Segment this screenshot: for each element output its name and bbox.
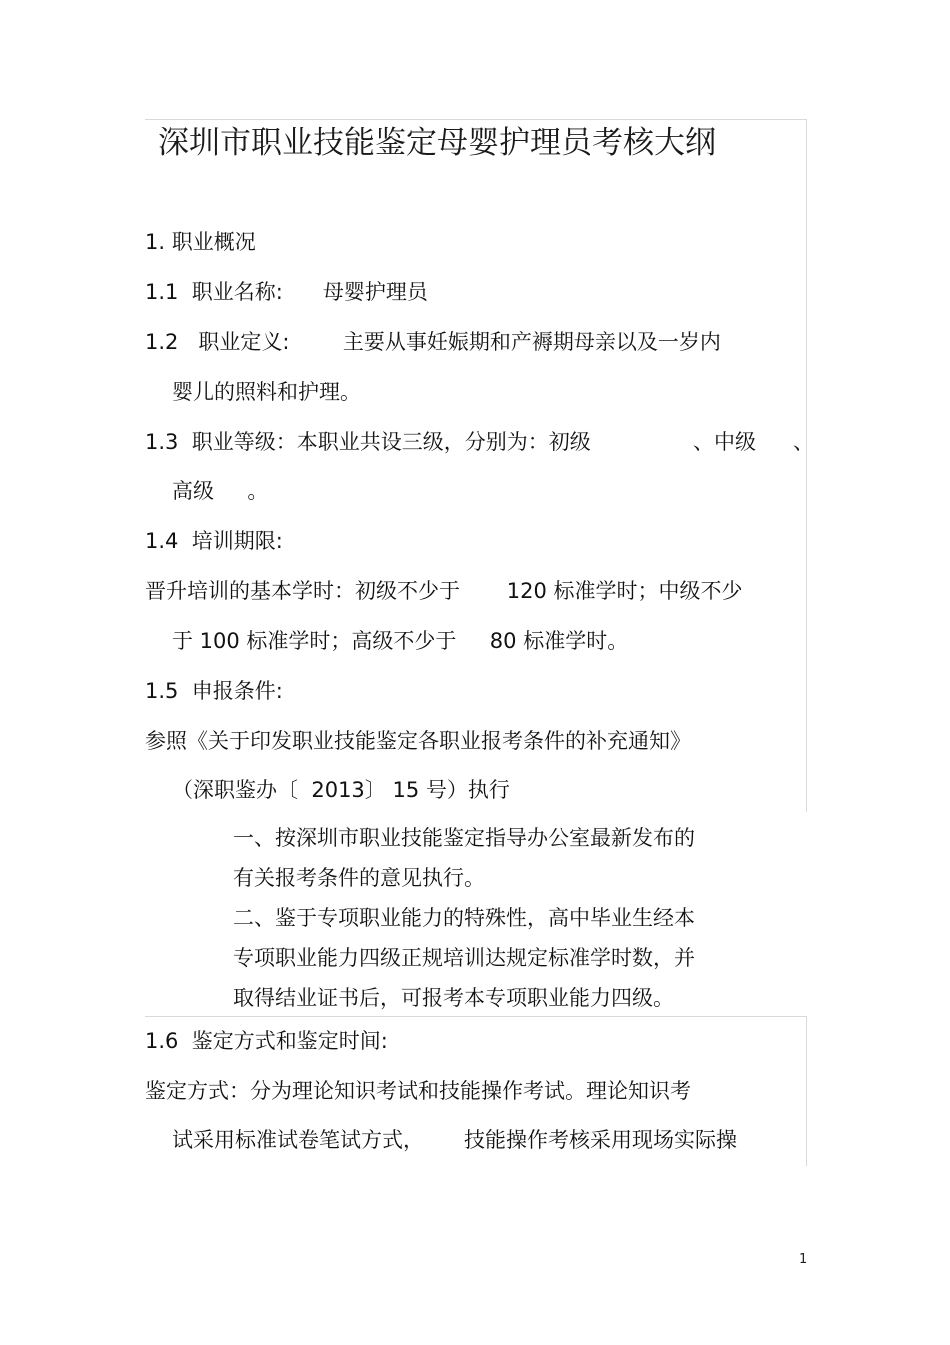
text-line: 1.2 职业定义: 主要从事妊娠期和产褥期母亲以及一岁内 [145,330,721,354]
text-line: （深职鉴办〔 2013〕 15 号）执行 [172,778,510,802]
page-number: 1 [799,1252,808,1267]
text-fragment: 、中级 [693,430,756,454]
text-fragment: 、 [793,430,814,454]
text-line: 试采用标准试卷笔试方式， 技能操作考核采用现场实际操 [172,1128,738,1152]
frame-mid-line [145,1016,807,1017]
text-line: 专项职业能力四级正规培训达规定标准学时数，并 [233,946,695,970]
text-line: 1.5 申报条件: [145,679,283,703]
frame-right-line [806,119,807,812]
section-heading: 1. 职业概况 [145,230,256,254]
text-line: 参照《关于印发职业技能鉴定各职业报考条件的补充通知》 [145,729,691,753]
frame-top-line [145,119,807,120]
text-line: 取得结业证书后，可报考本专项职业能力四级。 [233,986,674,1010]
text-line: 鉴定方式：分为理论知识考试和技能操作考试。理论知识考 [145,1079,691,1103]
text-line: 1.6 鉴定方式和鉴定时间: [145,1029,388,1053]
text-line: 一、按深圳市职业技能鉴定指导办公室最新发布的 [233,826,695,850]
page-title: 深圳市职业技能鉴定母婴护理员考核大纲 [158,125,716,161]
text-line: 于 100 标准学时；高级不少于 80 标准学时。 [172,629,629,653]
text-line: 二、鉴于专项职业能力的特殊性，高中毕业生经本 [233,906,695,930]
frame-right-line-lower [806,1016,807,1166]
text-line: 晋升培训的基本学时：初级不少于 120 标准学时；中级不少 [145,579,743,603]
text-line: 1.1 职业名称: 母婴护理员 [145,280,428,304]
text-line: 婴儿的照料和护理。 [172,380,361,404]
text-line: 1.4 培训期限: [145,529,283,553]
text-line: 有关报考条件的意见执行。 [233,866,485,890]
text-line: 高级 。 [172,479,269,503]
text-line: 1.3 职业等级：本职业共设三级，分别为：初级 [145,430,591,454]
